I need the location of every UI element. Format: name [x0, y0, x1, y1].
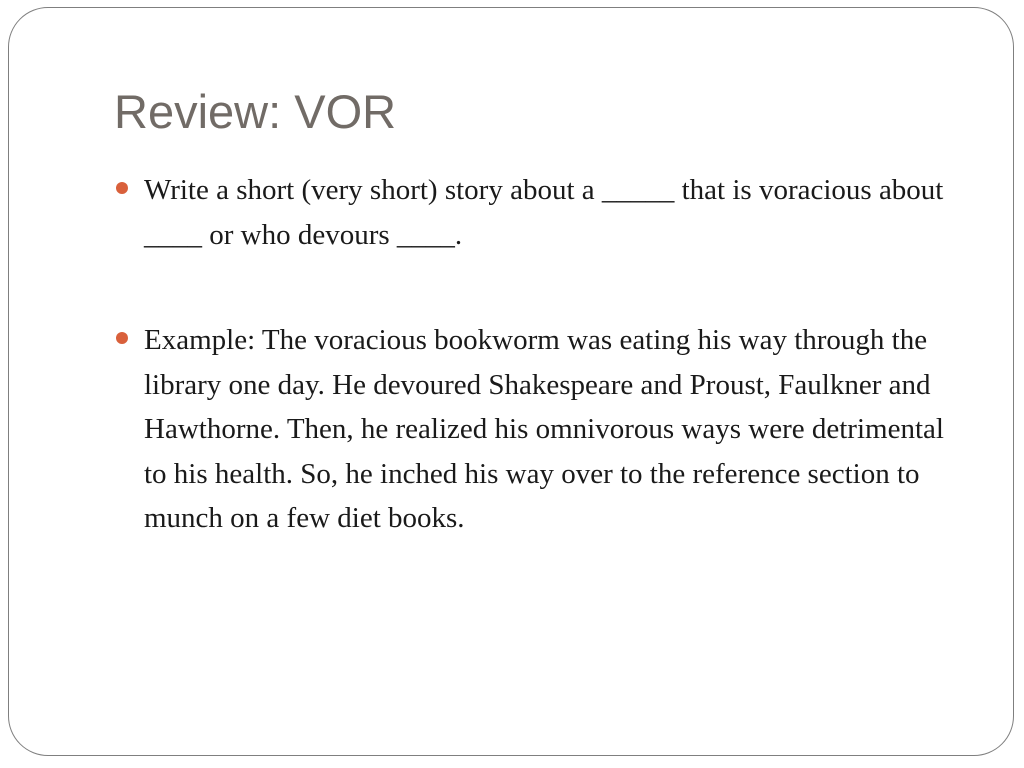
slide-title: Review: VOR: [114, 85, 397, 138]
bullet-item: [144, 168, 944, 257]
bullet-text: Write a short (very short) story about a _____ that is voracious about ____ or who devours ____.: [144, 174, 944, 251]
bullet-item: [144, 318, 944, 541]
bullet-text: Example: The voracious bookworm was eating his way through the library one day. He devoured Shakespeare and Proust, Faulkner and Hawthorne. Then, he realized his omnivorous ways were detrimental to his health. So, he inched his way over to the reference section to munch on a few diet books.: [144, 324, 944, 534]
bullet-dot-icon: [116, 182, 128, 194]
bullet-dot-icon: [116, 332, 128, 344]
bullet-list: [144, 168, 944, 602]
